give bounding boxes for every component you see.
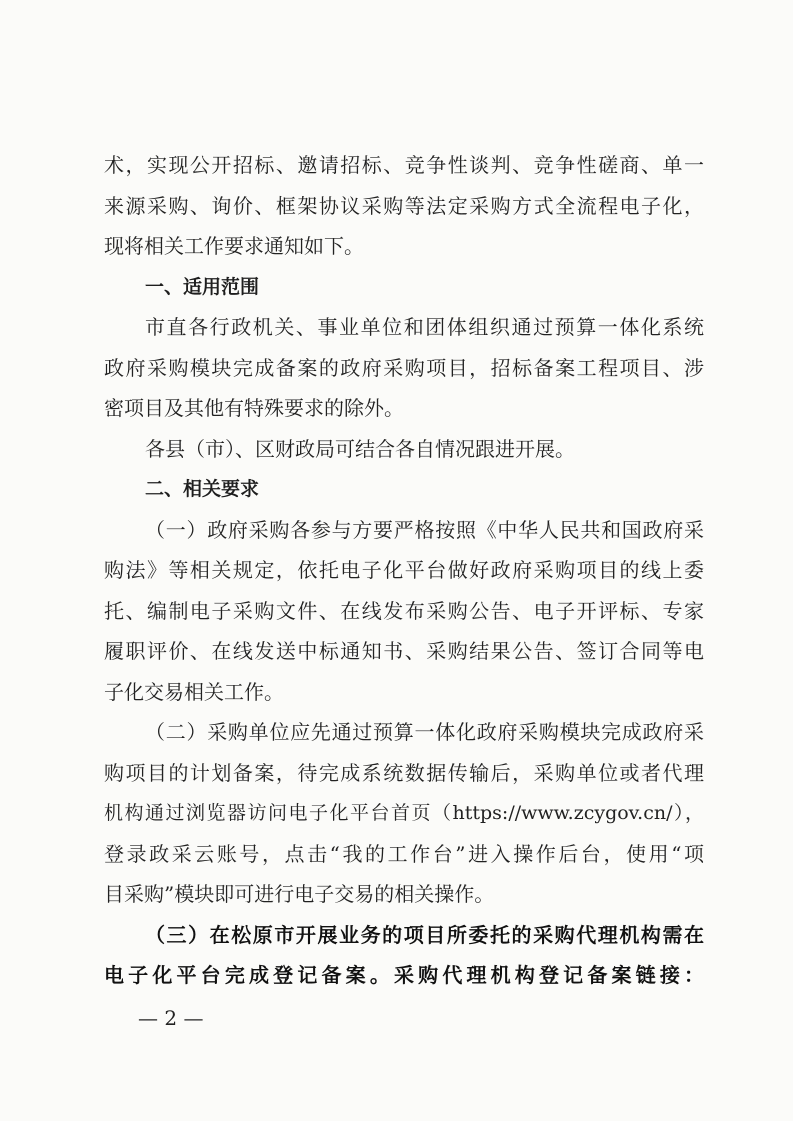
body-line-3: 现将相关工作要求通知如下。 — [104, 234, 364, 258]
body-line-7: 密项目及其他有特殊要求的除外。 — [104, 396, 404, 420]
body-line-5: 市直各行政机关、事业单位和团体组织通过预算一体化系统 — [145, 315, 704, 339]
section-heading-requirements: 二、相关要求 — [145, 478, 260, 500]
body-line-2: 来源采购、询价、框架协议采购等法定采购方式全流程电子化， — [104, 194, 704, 218]
body-line-10: （一）政府采购各参与方要严格按照《中华人民共和国政府采 — [145, 518, 704, 542]
body-line-20: （三）在松原市开展业务的项目所委托的采购代理机构需在 — [145, 923, 704, 947]
page-number: — 2 — — [138, 1006, 204, 1030]
body-line-11: 购法》等相关规定，依托电子化平台做好政府采购项目的线上委 — [104, 558, 704, 582]
body-line-19: 目采购”模块即可进行电子交易的相关操作。 — [104, 882, 495, 906]
body-line-6: 政府采购模块完成备案的政府采购项目，招标备案工程项目、涉 — [104, 356, 704, 380]
body-line-15: （二）采购单位应先通过预算一体化政府采购模块完成政府采 — [145, 720, 704, 744]
section-heading-scope: 一、适用范围 — [145, 276, 260, 298]
body-line-8: 各县（市）、区财政局可结合各自情况跟进开展。 — [145, 437, 575, 461]
body-line-12: 托、编制电子采购文件、在线发布采购公告、电子开评标、专家 — [104, 599, 704, 623]
body-line-1: 术，实现公开招标、邀请招标、竞争性谈判、竞争性磋商、单一 — [104, 153, 704, 177]
body-line-13: 履职评价、在线发送中标通知书、采购结果公告、签订合同等电 — [104, 639, 704, 663]
body-line-18: 登录政采云账号，点击“我的工作台”进入操作后台，使用“项 — [104, 842, 704, 866]
body-line-16: 购项目的计划备案，待完成系统数据传输后，采购单位或者代理 — [104, 761, 704, 785]
body-line-17: 机构通过浏览器访问电子化平台首页（https://www.zcygov.cn/）， — [104, 802, 704, 824]
body-line-14: 子化交易相关工作。 — [104, 680, 284, 704]
body-line-21: 电子化平台完成登记备案。采购代理机构登记备案链接： — [104, 963, 704, 987]
